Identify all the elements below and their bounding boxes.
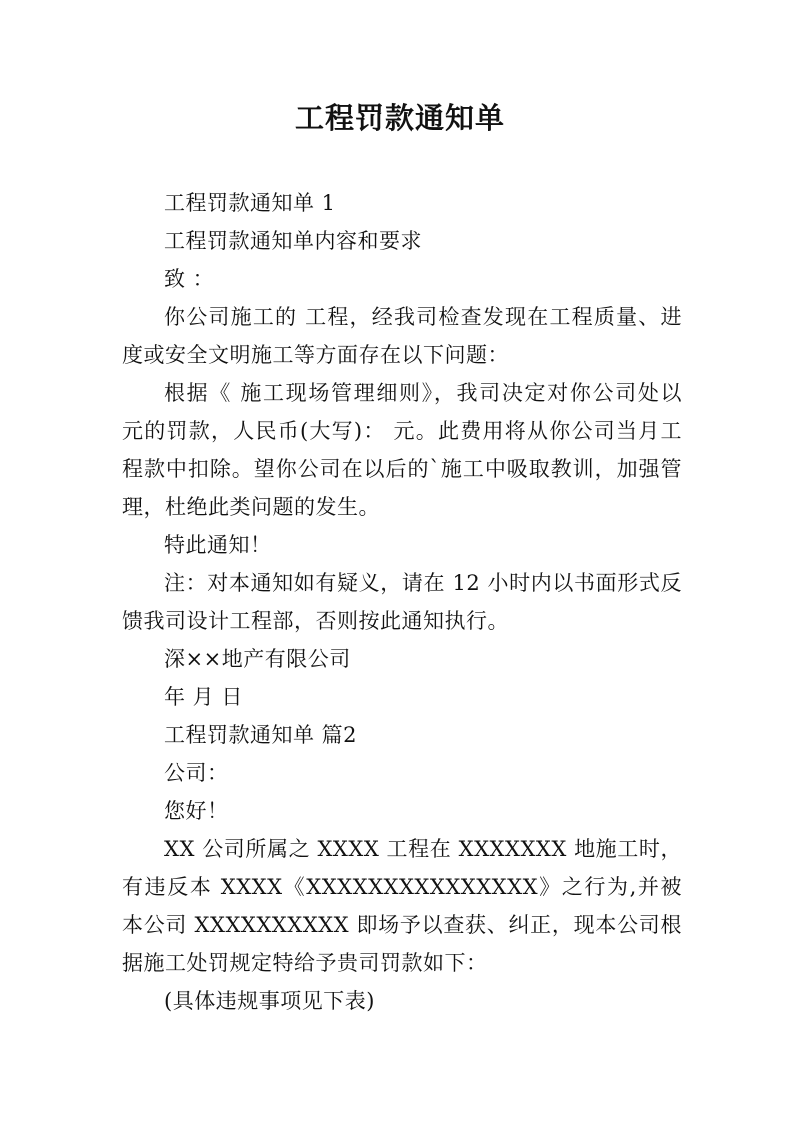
paragraph-violation: XX 公司所属之 XXXX 工程在 XXXXXXX 地施工时，有违反本 XXXX《XXXXXXXXXXXXXXX》之行为,并被本公司 XXXXXXXXXX 即场予以查获、纠正，现本公司根据施工处罚规定特给予贵司罚款如下： [122,837,682,975]
paragraph-penalty: 根据《 施工现场管理细则》，我司决定对你公司处以 元的罚款，人民币(大写)： 元。此费用将从你公司当月工程款中扣除。望你公司在以后的`施工中吸取教训，加强管理，杜绝此类问题的发生。 [122,381,682,519]
paragraph-notice: 特此通知！ [164,533,272,557]
paragraph-company: 深××地产有限公司 [164,647,351,671]
paragraph-salutation: 致 ： [164,267,215,291]
document-body [122,184,682,1020]
paragraph-issue: 你公司施工的 工程，经我司检查发现在工程质量、进度或安全文明施工等方面存在以下问题： [122,305,682,367]
paragraph-greeting: 您好！ [164,799,229,823]
paragraph-recipient: 公司： [164,761,229,785]
paragraph-note: 注：对本通知如有疑义，请在 12 小时内以书面形式反馈我司设计工程部，否则按此通知执行。 [122,571,682,633]
paragraph-subheading: 工程罚款通知单内容和要求 [164,229,422,253]
paragraph-heading-1: 工程罚款通知单 1 [164,191,336,215]
paragraph-table-note: (具体违规事项见下表) [164,989,375,1013]
paragraph-heading-2: 工程罚款通知单 篇2 [164,723,358,747]
page-title: 工程罚款通知单 [294,101,505,135]
paragraph-date: 年 月 日 [164,685,243,709]
